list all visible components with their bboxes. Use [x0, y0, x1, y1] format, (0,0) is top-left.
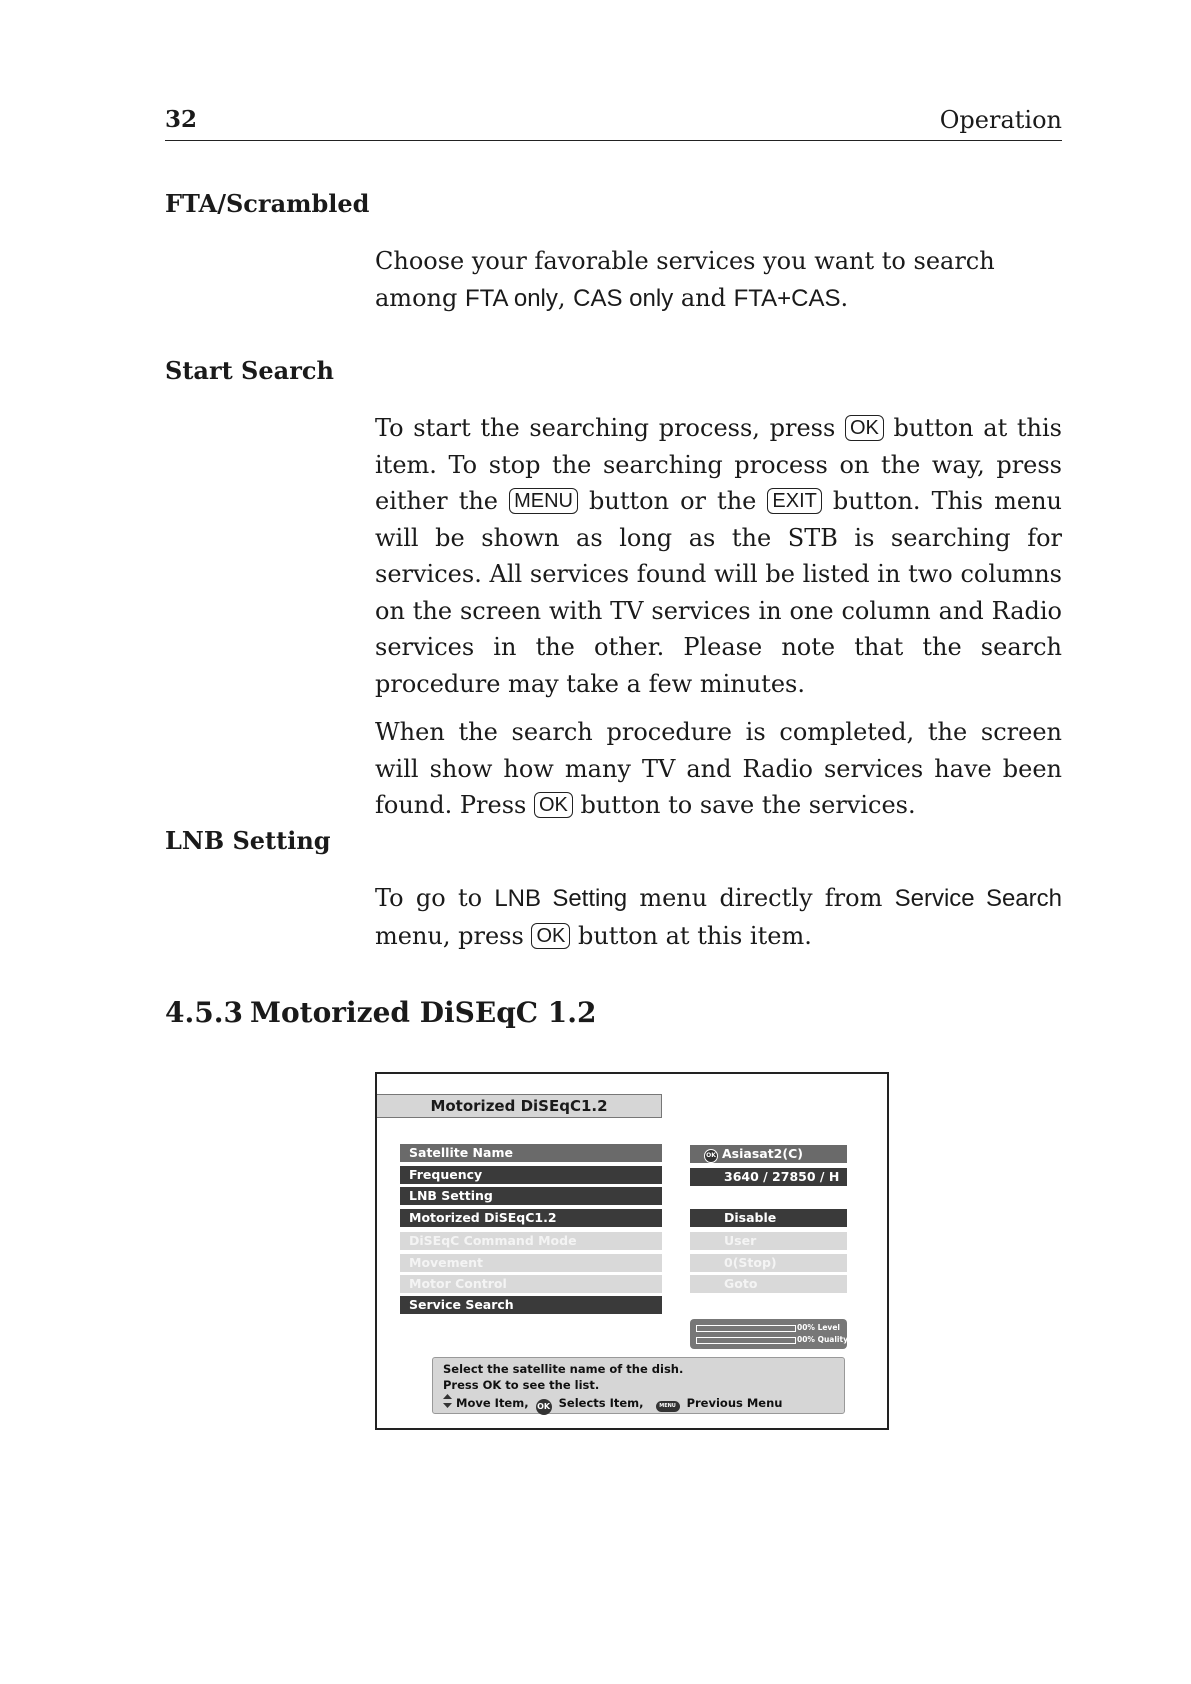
- help-line-3: Move Item, OK Selects Item, MENU Previous Menu: [443, 1394, 782, 1415]
- osd-item-lnb-setting: LNB Setting: [400, 1187, 662, 1205]
- fta-body: [375, 243, 1062, 329]
- quality-meter: [696, 1335, 848, 1345]
- signal-meter: [690, 1319, 847, 1349]
- help-box: [432, 1357, 845, 1414]
- exit-key: EXIT: [767, 488, 821, 514]
- subsection-heading: [165, 996, 597, 1029]
- help-line-2: Press OK to see the list.: [443, 1378, 600, 1392]
- osd-item-movement: Movement: [400, 1254, 662, 1272]
- quality-label: 00% Quality: [797, 1335, 848, 1344]
- ok-key: OK: [845, 415, 884, 441]
- osd-item-command-mode: DiSEqC Command Mode: [400, 1232, 662, 1250]
- osd-item-service-search: Service Search: [400, 1296, 662, 1314]
- osd-screenshot: [375, 1072, 889, 1430]
- level-label: 00% Level: [797, 1323, 840, 1332]
- page-header: [165, 104, 1062, 141]
- osd-title: Motorized DiSEqC1.2: [377, 1094, 662, 1118]
- subsection-title: Motorized DiSEqC 1.2: [250, 996, 597, 1029]
- osd-value-motor-control: Goto: [690, 1275, 847, 1293]
- level-meter: [696, 1323, 844, 1333]
- osd-item-frequency: Frequency: [400, 1166, 662, 1184]
- ok-key: OK: [531, 923, 570, 949]
- lnb-body: [375, 880, 1062, 966]
- up-down-arrow-icon: [443, 1394, 452, 1408]
- subsection-number: 4.5.3: [165, 996, 243, 1029]
- osd-value-movement: 0(Stop): [690, 1254, 847, 1272]
- ok-key: OK: [534, 792, 573, 818]
- osd-item-satellite-name: Satellite Name: [400, 1144, 662, 1162]
- osd-value-command-mode: User: [690, 1232, 847, 1250]
- osd-item-motorized: Motorized DiSEqC1.2: [400, 1209, 662, 1227]
- running-title: Operation: [939, 106, 1062, 134]
- ok-icon: OK: [704, 1149, 718, 1163]
- osd-item-motor-control: Motor Control: [400, 1275, 662, 1293]
- page-number: 32: [165, 106, 198, 133]
- ok-button-icon: OK: [536, 1399, 552, 1415]
- menu-button-icon: MENU: [656, 1401, 680, 1412]
- osd-value-frequency: 3640 / 27850 / H: [690, 1168, 847, 1186]
- help-line-1: Select the satellite name of the dish.: [443, 1362, 684, 1376]
- start-search-paragraph-2: When the search procedure is completed, the screen will show how many TV and Radio services have been found. Press OK button to save the services.: [375, 718, 1062, 819]
- osd-value-motorized: Disable: [690, 1209, 847, 1227]
- fta-paragraph: Choose your favorable services you want to search among FTA only, CAS only and FTA+CAS.: [375, 247, 995, 312]
- heading-lnb-setting: LNB Setting: [165, 826, 331, 855]
- start-search-body: [375, 410, 1062, 836]
- osd-value-satellite: OK Asiasat2(C): [690, 1145, 847, 1163]
- start-search-paragraph-1: To start the searching process, press OK button at this item. To stop the searching process on the way, press either the MENU button or the EXIT button. This menu will be shown as long as the STB is searching for services. All services found will be listed in two columns on the screen with TV services in one column and Radio services in the other. Please note that the search procedure may take a few minutes.: [375, 414, 1062, 698]
- menu-key: MENU: [509, 488, 578, 514]
- lnb-paragraph: To go to LNB Setting menu directly from Service Search menu, press OK button at this item.: [375, 884, 1062, 950]
- heading-start-search: Start Search: [165, 356, 334, 385]
- heading-fta-scrambled: FTA/Scrambled: [165, 189, 370, 218]
